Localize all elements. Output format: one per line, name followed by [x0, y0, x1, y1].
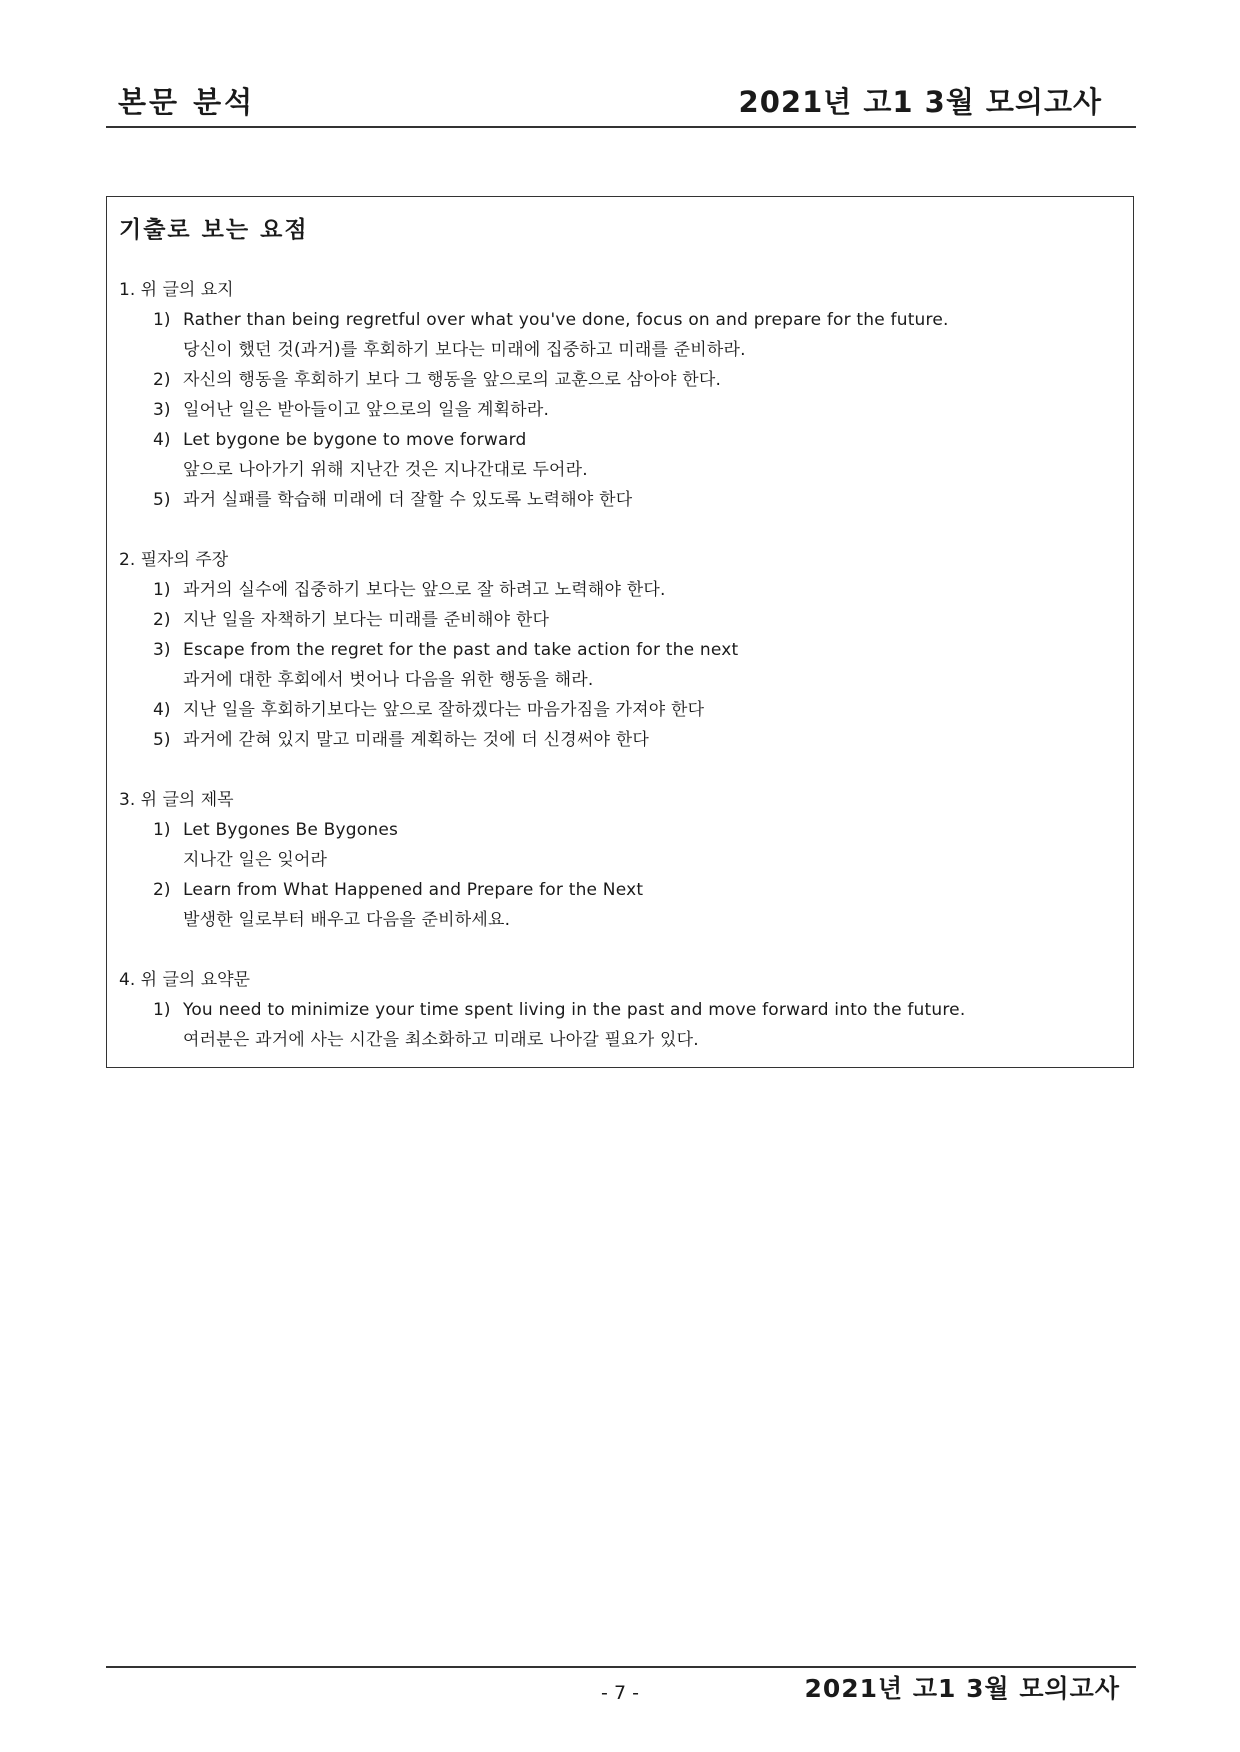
item-text: 지난 일을 후회하기보다는 앞으로 잘하겠다는 마음가짐을 가져야 한다 [183, 700, 705, 720]
section-heading: 2. 필자의 주장 [119, 550, 229, 570]
list-item [119, 365, 1121, 395]
item-text: 과거의 실수에 집중하기 보다는 앞으로 잘 하려고 노력해야 한다. [183, 580, 666, 600]
item-number: 4) [153, 430, 171, 450]
list-item [119, 995, 1121, 1055]
item-text: Let bygone be bygone to move forward [183, 430, 527, 450]
list-item [119, 725, 1121, 755]
item-translation: 과거에 대한 후회에서 벗어나 다음을 위한 행동을 해라. [183, 670, 594, 690]
section-gap [119, 515, 1121, 545]
item-translation: 앞으로 나아가기 위해 지난간 것은 지나간대로 두어라. [183, 460, 588, 480]
item-number: 1) [153, 580, 171, 600]
section-heading: 1. 위 글의 요지 [119, 280, 234, 300]
page-number: - 7 - [601, 1682, 639, 1704]
item-text: 자신의 행동을 후회하기 보다 그 행동을 앞으로의 교훈으로 삼아야 한다. [183, 370, 722, 390]
list-item [119, 395, 1121, 425]
key-points-content [119, 275, 1121, 1055]
header-divider [106, 126, 1136, 128]
item-translation: 발생한 일로부터 배우고 다음을 준비하세요. [183, 910, 511, 930]
item-number: 5) [153, 490, 171, 510]
item-text: 일어난 일은 받아들이고 앞으로의 일을 계획하라. [183, 400, 550, 420]
item-number: 2) [153, 880, 171, 900]
list-item [119, 305, 1121, 365]
footer-exam-title: 2021년 고1 3월 모의고사 [804, 1674, 1120, 1703]
item-text: Let Bygones Be Bygones [183, 820, 399, 840]
section-gap [119, 935, 1121, 965]
item-text: Learn from What Happened and Prepare for the Next [183, 880, 644, 900]
header-exam-title: 2021년 고1 3월 모의고사 [738, 85, 1102, 119]
item-translation: 지나간 일은 잊어라 [183, 850, 328, 870]
section-gap [119, 755, 1121, 785]
list-item [119, 605, 1121, 635]
item-text: Escape from the regret for the past and take action for the next [183, 640, 739, 660]
item-number: 1) [153, 310, 171, 330]
box-title: 기출로 보는 요점 [119, 217, 309, 243]
item-number: 1) [153, 820, 171, 840]
list-item [119, 815, 1121, 875]
list-item [119, 425, 1121, 485]
item-text: 과거 실패를 학습해 미래에 더 잘할 수 있도록 노력해야 한다 [183, 490, 633, 510]
item-text: 지난 일을 자책하기 보다는 미래를 준비해야 한다 [183, 610, 550, 630]
footer-divider [106, 1666, 1136, 1668]
item-number: 3) [153, 400, 171, 420]
item-number: 2) [153, 370, 171, 390]
item-number: 5) [153, 730, 171, 750]
item-number: 1) [153, 1000, 171, 1020]
list-item [119, 635, 1121, 695]
header-section-title: 본문 분석 [118, 85, 256, 119]
list-item [119, 695, 1121, 725]
list-item [119, 875, 1121, 935]
item-text: You need to minimize your time spent living in the past and move forward into the future. [183, 1000, 966, 1020]
item-translation: 당신이 했던 것(과거)를 후회하기 보다는 미래에 집중하고 미래를 준비하라. [183, 340, 746, 360]
item-number: 4) [153, 700, 171, 720]
item-number: 3) [153, 640, 171, 660]
section-heading: 3. 위 글의 제목 [119, 790, 234, 810]
item-number: 2) [153, 610, 171, 630]
key-points-box [106, 196, 1134, 1068]
list-item [119, 485, 1121, 515]
item-text: Rather than being regretful over what you've done, focus on and prepare for the future. [183, 310, 949, 330]
list-item [119, 575, 1121, 605]
item-translation: 여러분은 과거에 사는 시간을 최소화하고 미래로 나아갈 필요가 있다. [183, 1030, 699, 1050]
section-heading: 4. 위 글의 요약문 [119, 970, 250, 990]
item-text: 과거에 갇혀 있지 말고 미래를 계획하는 것에 더 신경써야 한다 [183, 730, 649, 750]
